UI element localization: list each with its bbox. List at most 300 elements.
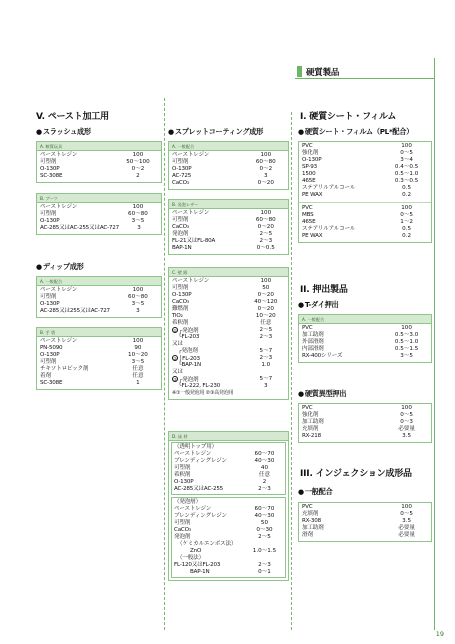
ingredient-amount: 40 (260, 465, 269, 471)
ingredient-amount: 60〜70 (254, 451, 275, 457)
ingredient-amount: 40〜30 (254, 513, 275, 519)
ingredient-name: 可塑剤 (174, 465, 191, 471)
ingredient-amount: 100 (260, 278, 272, 284)
ingredient-amount: 0〜5 (400, 150, 413, 156)
card-tdie (298, 314, 432, 363)
card-profile (298, 403, 432, 443)
ingredient-amount: 50 (260, 520, 269, 526)
table-row (40, 204, 158, 211)
ingredient-amount: 2〜3 (258, 486, 271, 492)
table-row (40, 152, 158, 159)
table-row (302, 212, 428, 219)
subsection-sheet: ●硬質シート・フィルム（PL*配合） (298, 127, 414, 136)
card-header: B. ブーツ (37, 194, 161, 203)
ingredient-amount: 0〜30 (256, 527, 273, 533)
section-title-sheet: I. 硬質シート・フィルム (300, 112, 397, 122)
ingredient-name: 可塑剤 (40, 211, 57, 217)
ingredient-name: 1500 (302, 171, 316, 177)
category-rule (295, 78, 435, 79)
table-row: BAP-1N 0〜1 (190, 569, 271, 575)
divider (299, 202, 431, 203)
section-title-extrusion: II. 押出製品 (300, 285, 348, 295)
ingredient-name: ペーストレジン (172, 278, 210, 284)
column-divider (164, 98, 165, 630)
ingredient-amount: 0.5〜3.0 (394, 332, 419, 338)
ingredient-amount: 60〜80 (255, 217, 276, 223)
ingredient-amount: 50〜100 (126, 159, 150, 165)
table-row (302, 504, 428, 511)
ingredient-name: 強化剤 (302, 412, 319, 418)
card-rows (37, 203, 161, 234)
table-row (172, 238, 285, 245)
ingredient-name: O-130P (172, 166, 192, 172)
ingredient-name: MBS (302, 212, 314, 218)
table-row (302, 143, 428, 150)
circled-number: ② (173, 355, 177, 361)
ingredient-amount: 100 (401, 504, 412, 510)
ingredient-name: PVC (302, 205, 313, 211)
flooring-top-box (171, 442, 286, 495)
table-row (172, 313, 285, 320)
ingredient-amount: 100 (132, 204, 144, 210)
card-rows (37, 337, 161, 389)
table-row (302, 226, 428, 233)
table-row (172, 217, 285, 224)
ingredient-amount: 100 (132, 287, 144, 293)
ingredient-name: CaCO₃ (174, 527, 191, 533)
ingredient-name: PVC (302, 325, 313, 331)
table-row (40, 287, 158, 294)
table-row (302, 405, 428, 412)
card-dip-general (36, 276, 162, 318)
card-spread-general (168, 141, 289, 190)
ingredient-name: 可塑剤 (40, 294, 57, 300)
ingredient-name: 可塑剤 (40, 159, 57, 165)
ingredient-name: 加工助剤 (302, 419, 324, 425)
ingredient-name: BAP-1N (172, 245, 192, 251)
table-row (174, 513, 283, 520)
or-label: 又は (172, 369, 183, 375)
chemical-emboss-label: （ケミカルエンボス法） (177, 541, 237, 547)
card-header: B. 手 袋 (37, 328, 161, 337)
table-row: └FL-203 2〜3 (172, 334, 273, 340)
ingredient-amount: 2 (136, 173, 140, 179)
column-divider (291, 112, 292, 630)
ingredient-name: 充填剤 (302, 426, 319, 432)
table-row (302, 419, 428, 426)
ingredient-name: SP-93 (302, 164, 317, 170)
table-row (40, 359, 158, 366)
ingredient-name: 内部滑剤 (302, 346, 324, 352)
ingredient-name: ペーストレジン (40, 338, 78, 344)
table-row: ┌発泡剤 5〜7 (172, 348, 273, 354)
ingredient-amount: 10〜20 (255, 313, 276, 319)
ingredient-name: PVC (302, 405, 313, 411)
ingredient-name: ペーストレジン (174, 451, 212, 457)
ingredient-amount: 任意 (260, 320, 272, 326)
card-header: A. 一般配合 (169, 142, 288, 151)
ingredient-name: 可塑剤 (172, 217, 189, 223)
ingredient-amount: 40〜120 (254, 299, 278, 305)
table-row (174, 486, 283, 493)
ingredient-amount: 0.5〜1.0 (394, 339, 419, 345)
ingredient-amount: 3〜5 (131, 301, 145, 307)
table-row (302, 511, 428, 518)
table-row (172, 210, 285, 217)
ingredient-amount: 60〜80 (255, 159, 276, 165)
ingredient-name: O-130P (302, 157, 322, 163)
table-row: ② │FL-203 2〜3 (173, 355, 273, 362)
ingredient-name: ペーストレジン (172, 210, 210, 216)
ingredient-name: 可塑剤 (174, 520, 191, 526)
card-header: A. 軟質玩具 (37, 142, 161, 151)
ingredient-name: 充填剤 (302, 511, 319, 517)
ingredient-amount: 任意 (258, 472, 271, 478)
table-row (302, 518, 428, 525)
card-header: D. 床 材 (169, 432, 288, 441)
table-row (40, 159, 158, 166)
ingredient-amount: 0.5〜1.5 (394, 346, 419, 352)
ingredient-name: ペーストレジン (40, 204, 78, 210)
table-row: ZnO 1.0〜1.5 (190, 548, 277, 554)
ingredient-amount: 100 (260, 210, 272, 216)
circled-number: ③ (173, 376, 177, 382)
table-row (40, 373, 158, 380)
ingredient-name: ペーストレジン (172, 152, 210, 158)
table-row (174, 534, 283, 541)
card-rows (299, 503, 431, 541)
table-row (172, 152, 285, 159)
table-row (40, 345, 158, 352)
ingredient-name: RX-218 (302, 433, 321, 439)
card-rows (169, 209, 288, 254)
table-row: FL-120又はFL-203 2〜3 (174, 562, 271, 568)
ingredient-amount: 60〜80 (128, 294, 148, 300)
ingredient-amount: 必要量 (398, 525, 415, 531)
ingredient-amount: 3 (137, 225, 141, 231)
table-row (302, 353, 428, 360)
ingredient-amount: 0〜3 (400, 419, 413, 425)
table-row: ③ ┌発泡剤 5〜7 (173, 376, 273, 383)
table-row: └FL-222, FL-230 3 (172, 383, 268, 389)
ingredient-amount: 100 (260, 152, 272, 158)
circled-number: ① (173, 327, 177, 333)
table-row (172, 292, 285, 299)
ingredient-amount: 0.2 (402, 233, 412, 239)
table-row (174, 472, 283, 479)
card-rows (299, 324, 431, 362)
ingredient-name: AC-725 (172, 173, 192, 179)
flooring-foam-label: （発泡層） (174, 499, 201, 505)
ingredient-amount: 0.5 (402, 226, 412, 232)
ingredient-amount: 0.2 (402, 192, 412, 198)
table-row (302, 346, 428, 353)
card-header: A. 一般配合 (299, 315, 431, 324)
ingredient-amount: 60〜80 (128, 211, 148, 217)
ingredient-name: チキソトロピック剤 (40, 366, 89, 372)
ingredient-name: CaCO₃ (172, 180, 189, 186)
ingredient-name: SC-308E (40, 380, 63, 386)
table-row (172, 173, 285, 180)
ingredient-amount: 3〜5 (131, 359, 145, 365)
card-rows (37, 286, 161, 317)
ingredient-name: O-130P (172, 292, 192, 298)
ingredient-name: AC-285又は255又はAC-727 (40, 308, 110, 314)
ingredient-name: CaCO₃ (172, 224, 189, 230)
table-row (40, 294, 158, 301)
table-row (174, 520, 283, 527)
ingredient-amount: 必要量 (398, 426, 415, 432)
general-method-label: （一般法） (177, 555, 204, 561)
subsection-dip: ●ディップ成形 (36, 262, 84, 271)
table-row (172, 285, 285, 292)
card-wallpaper (168, 267, 289, 400)
ingredient-amount: 2〜5 (259, 231, 273, 237)
or-label: 又は (172, 341, 183, 347)
card-injection (298, 502, 432, 542)
ingredient-name: FL-21又はFL-80A (172, 238, 216, 244)
flooring-top-label: （透明トップ用） (174, 444, 217, 450)
table-row (302, 412, 428, 419)
ingredient-name: RX-400シリーズ (302, 353, 343, 359)
section-title-injection: III. インジェクション成形品 (300, 469, 412, 479)
ingredient-amount: 0〜5 (400, 511, 413, 517)
table-row (172, 245, 285, 252)
ingredient-amount: 0〜2 (131, 166, 145, 172)
ingredient-name: 発泡剤 (172, 231, 189, 237)
wallpaper-note: ※①一般発泡用 ②③高発泡用 (172, 390, 234, 396)
card-slush-boots (36, 193, 162, 235)
ingredient-name: 465E (302, 178, 316, 184)
ingredient-name: 可塑剤 (172, 285, 189, 291)
ingredient-amount: 40〜30 (254, 458, 275, 464)
table-row (302, 325, 428, 332)
subsection-slush: ●スラッシュ成形 (36, 127, 91, 136)
card-rigid-sheet (298, 141, 432, 243)
table-row (172, 166, 285, 173)
ingredient-amount: 0〜5 (400, 212, 413, 218)
ingredient-name: O-130P (40, 301, 60, 307)
table-row (40, 211, 158, 218)
table-row (172, 231, 285, 238)
ingredient-name: ペーストレジン (174, 506, 212, 512)
ingredient-name: 可塑剤 (172, 159, 189, 165)
table-row (174, 479, 283, 486)
table-row (172, 299, 285, 306)
ingredient-name: 可塑剤 (40, 359, 57, 365)
table-row (40, 225, 158, 232)
ingredient-name: O-130P (40, 166, 60, 172)
table-row (40, 218, 158, 225)
ingredient-name: 希釈剤 (174, 472, 191, 478)
ingredient-amount: 1 (136, 380, 140, 386)
ingredient-amount: 100 (132, 338, 144, 344)
card-header: B. 発泡レザー (169, 200, 288, 209)
ingredient-amount: 3.5 (402, 433, 412, 439)
ingredient-amount: 3〜5 (131, 218, 145, 224)
ingredient-amount: 0〜2 (259, 166, 273, 172)
ingredient-name: O-130P (174, 479, 194, 485)
ingredient-name: O-130P (40, 218, 60, 224)
ingredient-amount: 100 (401, 205, 412, 211)
ingredient-amount: 1〜2 (400, 219, 413, 225)
table-row (40, 301, 158, 308)
card-rows (299, 204, 431, 242)
category-title: 硬質製品 (306, 68, 340, 78)
subsection-injection: ●一般配合 (298, 487, 333, 496)
table-row (302, 157, 428, 164)
ingredient-name: 外部滑剤 (302, 339, 324, 345)
ingredient-name: PVC (302, 143, 313, 149)
table-row (172, 278, 285, 285)
ingredient-amount: 3〜5 (400, 353, 413, 359)
ingredient-amount: 0.4〜0.5 (394, 164, 419, 170)
ingredient-amount: 100 (132, 152, 144, 158)
ingredient-amount: 任意 (132, 366, 144, 372)
table-row (174, 465, 283, 472)
ingredient-amount: 0〜5 (400, 412, 413, 418)
ingredient-name: ペーストレジン (40, 152, 78, 158)
subsection-spread: ●スプレットコーティング成形 (168, 127, 263, 136)
ingredient-amount: 2〜5 (258, 534, 271, 540)
table-row (302, 532, 428, 539)
table-row (40, 166, 158, 173)
table-row (302, 339, 428, 346)
ingredient-amount: 10〜20 (128, 352, 148, 358)
ingredient-name: ブレンディングレジン (174, 513, 227, 519)
table-row (40, 380, 158, 387)
ingredient-name: 加工助剤 (302, 332, 324, 338)
card-rows (299, 404, 431, 442)
table-row (40, 308, 158, 315)
ingredient-amount: 必要量 (398, 532, 415, 538)
page-number: 19 (435, 630, 444, 638)
ingredient-amount: 0.3〜0.5 (394, 178, 419, 184)
table-row (302, 332, 428, 339)
table-row (172, 224, 285, 231)
card-foam-leather (168, 199, 289, 255)
ingredient-name: 難燃剤 (172, 306, 189, 312)
table-row (302, 150, 428, 157)
ingredient-name: SC-308E (40, 173, 63, 179)
table-row (172, 180, 285, 187)
table-row (174, 451, 283, 458)
table-row (302, 433, 428, 440)
card-rows (169, 277, 288, 399)
ingredient-name: 465E (302, 219, 316, 225)
subsection-tdie: ●T-ダイ押出 (298, 300, 339, 309)
card-header: C. 壁 紙 (169, 268, 288, 277)
ingredient-amount: 0〜20 (257, 292, 274, 298)
ingredient-name: PE WAX (302, 233, 323, 239)
card-dip-gloves (36, 327, 162, 390)
ingredient-amount: 90 (134, 345, 142, 351)
ingredient-name: ステアリルアルコール (302, 185, 356, 191)
table-row (302, 178, 428, 185)
ingredient-name: AC-285又はAC-255 (174, 486, 224, 492)
table-row (174, 506, 283, 513)
table-row (302, 219, 428, 226)
ingredient-name: PE WAX (302, 192, 323, 198)
ingredient-amount: 100 (401, 143, 412, 149)
table-row (40, 338, 158, 345)
table-row (40, 173, 158, 180)
page-edge-rule (434, 58, 435, 630)
subsection-profile: ●硬質異型押出 (298, 389, 347, 398)
ingredient-amount: 3〜4 (400, 157, 413, 163)
table-row (174, 458, 283, 465)
ingredient-amount: 2〜3 (259, 238, 273, 244)
ingredient-name: AC-285又はAC-255又はAC-727 (40, 225, 119, 231)
table-row (40, 352, 158, 359)
table-row (302, 171, 428, 178)
flooring-foam-box (171, 497, 286, 578)
table-row (172, 306, 285, 313)
ingredient-amount: 3 (264, 173, 268, 179)
table-row (172, 159, 285, 166)
ingredient-amount: 0〜0.5 (256, 245, 275, 251)
card-slush-toys (36, 141, 162, 183)
table-row (302, 426, 428, 433)
ingredient-name: TiO₂ (172, 313, 183, 319)
table-row (302, 233, 428, 240)
ingredient-amount: 100 (401, 405, 412, 411)
table-row (302, 525, 428, 532)
ingredient-name: 滑剤 (302, 532, 313, 538)
card-rows (169, 151, 288, 189)
table-row: ① ┌発泡剤 2〜5 (173, 327, 273, 334)
ingredient-name: 希釈剤 (172, 320, 189, 326)
table-row (302, 192, 428, 199)
section-title-paste: V. ペースト加工用 (36, 112, 109, 122)
ingredient-amount: 0.5 (402, 185, 412, 191)
ingredient-name: ペーストレジン (40, 287, 78, 293)
ingredient-name: PVC (302, 504, 313, 510)
table-row (174, 527, 283, 534)
ingredient-name: CaCO₃ (172, 299, 189, 305)
ingredient-name: PN-5090 (40, 345, 63, 351)
ingredient-name: 加工助剤 (302, 525, 324, 531)
ingredient-amount: 0〜20 (257, 224, 274, 230)
card-flooring (168, 431, 289, 581)
ingredient-name: ステアリルアルコール (302, 226, 356, 232)
ingredient-amount: 任意 (132, 373, 144, 379)
ingredient-name: ブレンディングレジン (174, 458, 227, 464)
ingredient-amount: 3.5 (402, 518, 412, 524)
ingredient-name: 強化剤 (302, 150, 319, 156)
ingredient-name: O-130P (40, 352, 60, 358)
table-row (40, 366, 158, 373)
category-tab (297, 66, 302, 77)
card-rows (299, 142, 431, 201)
ingredient-amount: 0〜20 (257, 180, 274, 186)
ingredient-name: 着剤 (40, 373, 51, 379)
ingredient-amount: 50 (262, 285, 270, 291)
ingredient-amount: 60〜70 (254, 506, 275, 512)
ingredient-amount: 0.5〜1.0 (394, 171, 419, 177)
table-row: └BAP-1N 1.0 (172, 362, 271, 368)
ingredient-name: 発泡剤 (174, 534, 191, 540)
table-row (302, 164, 428, 171)
card-header: A. 一般配合 (37, 277, 161, 286)
table-row (302, 205, 428, 212)
table-row (302, 185, 428, 192)
ingredient-name: RX-308 (302, 518, 321, 524)
ingredient-amount: 0〜20 (257, 306, 274, 312)
ingredient-amount: 100 (401, 325, 412, 331)
ingredient-amount: 2 (262, 479, 267, 485)
card-rows (37, 151, 161, 182)
